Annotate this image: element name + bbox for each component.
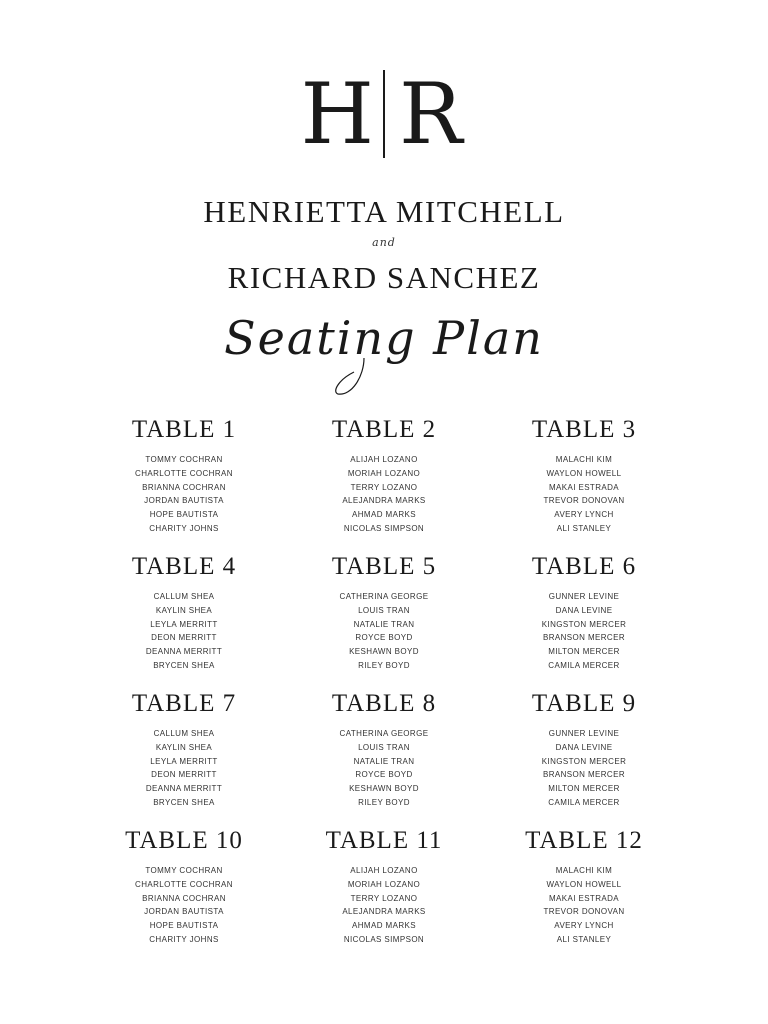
guest-name: LEYLA MERRITT: [150, 756, 218, 766]
guest-name: NATALIE TRAN: [353, 756, 415, 766]
guest-list: [84, 453, 284, 536]
table-5-block: [284, 553, 484, 690]
guest-name: CATHERINA GEORGE: [339, 592, 429, 601]
table-10-block: [84, 827, 284, 964]
guest-name: WAYLON HOWELL: [546, 468, 622, 478]
guest-list: [284, 864, 484, 947]
guest-name: ALIJAH LOZANO: [350, 866, 418, 875]
guest-name: MAKAI ESTRADA: [548, 893, 620, 903]
couple-name-1: HENRIETTA MITCHELL: [203, 194, 565, 229]
guest-name: GUNNER LEVINE: [548, 729, 620, 738]
guest-name: AVERY LYNCH: [554, 510, 614, 520]
monogram-divider: [383, 70, 385, 158]
guest-name: DEANNA MERRITT: [145, 784, 223, 794]
guest-name: BRYCEN SHEA: [153, 660, 215, 670]
guest-name: TREVOR DONOVAN: [543, 496, 625, 506]
table-4-block: [84, 553, 284, 690]
guest-list: [484, 864, 684, 947]
guest-name: MALACHI KIM: [555, 455, 613, 464]
table-heading: TABLE 3: [531, 416, 637, 443]
guest-name: CHARITY JOHNS: [149, 934, 219, 944]
guest-name: TERRY LOZANO: [350, 893, 418, 903]
table-heading: TABLE 11: [325, 827, 443, 854]
guest-list: [484, 727, 684, 810]
guest-name: CALLUM SHEA: [153, 729, 215, 738]
monogram-right-initial: R: [399, 65, 463, 163]
guest-name: RILEY BOYD: [358, 660, 410, 670]
guest-name: BRANSON MERCER: [542, 633, 626, 643]
table-heading: TABLE 10: [125, 827, 243, 854]
guest-name: DEANNA MERRITT: [145, 647, 223, 657]
guest-name: BRIANNA COCHRAN: [142, 482, 226, 492]
monogram: [0, 65, 768, 163]
guest-list: [284, 453, 484, 536]
guest-list: [284, 727, 484, 810]
table-heading: TABLE 7: [131, 690, 237, 717]
guest-name: ROYCE BOYD: [355, 633, 413, 643]
table-heading: TABLE 12: [525, 827, 643, 854]
guest-name: WAYLON HOWELL: [546, 879, 622, 889]
guest-list: [84, 590, 284, 673]
table-3-block: [484, 416, 684, 553]
table-heading: TABLE 6: [531, 553, 637, 580]
guest-name: ALI STANLEY: [556, 523, 612, 533]
guest-name: CHARITY JOHNS: [149, 523, 219, 533]
guest-name: ALIJAH LOZANO: [350, 455, 418, 464]
guest-name: BRANSON MERCER: [542, 770, 626, 780]
table-12-block: [484, 827, 684, 964]
guest-name: BRYCEN SHEA: [153, 797, 215, 807]
guest-name: TOMMY COCHRAN: [145, 866, 223, 875]
guest-name: GUNNER LEVINE: [548, 592, 620, 601]
guest-list: [484, 590, 684, 673]
guest-name: NATALIE TRAN: [353, 619, 415, 629]
guest-name: ALEJANDRA MARKS: [342, 907, 426, 917]
guest-name: DEON MERRITT: [151, 770, 217, 780]
table-2-block: [284, 416, 484, 553]
guest-name: CAMILA MERCER: [548, 660, 620, 670]
guest-name: HOPE BAUTISTA: [149, 921, 219, 931]
table-heading: TABLE 4: [131, 553, 237, 580]
guest-name: CHARLOTTE COCHRAN: [135, 879, 233, 889]
guest-list: [84, 864, 284, 947]
guest-name: KAYLIN SHEA: [155, 742, 213, 752]
guest-name: AVERY LYNCH: [554, 921, 614, 931]
guest-name: TERRY LOZANO: [350, 482, 418, 492]
table-9-block: [484, 690, 684, 827]
table-7-block: [84, 690, 284, 827]
table-heading: TABLE 2: [331, 416, 437, 443]
guest-name: MORIAH LOZANO: [347, 879, 421, 889]
guest-name: LOUIS TRAN: [358, 742, 410, 752]
guest-name: KINGSTON MERCER: [541, 756, 627, 766]
guest-name: HOPE BAUTISTA: [149, 510, 219, 520]
guest-name: LEYLA MERRITT: [150, 619, 218, 629]
couple-name-2: RICHARD SANCHEZ: [227, 260, 541, 295]
guest-name: NICOLAS SIMPSON: [343, 934, 425, 944]
table-heading: TABLE 9: [531, 690, 637, 717]
table-heading: TABLE 5: [331, 553, 437, 580]
seating-plan-script-title: [214, 296, 554, 402]
guest-name: CHARLOTTE COCHRAN: [135, 468, 233, 478]
table-1-block: [84, 416, 284, 553]
guest-name: KAYLIN SHEA: [155, 605, 213, 615]
guest-name: TREVOR DONOVAN: [543, 907, 625, 917]
guest-name: ROYCE BOYD: [355, 770, 413, 780]
guest-name: AHMAD MARKS: [352, 510, 416, 520]
guest-name: JORDAN BAUTISTA: [144, 496, 224, 506]
guest-name: DANA LEVINE: [555, 605, 613, 615]
guest-name: CAMILA MERCER: [548, 797, 620, 807]
guest-name: MILTON MERCER: [548, 647, 620, 657]
table-heading: TABLE 8: [331, 690, 437, 717]
guest-list: [484, 453, 684, 536]
guest-name: MORIAH LOZANO: [347, 468, 421, 478]
couple-conjunction: and: [372, 236, 396, 249]
seating-plan-title-text: Seating Plan: [224, 311, 544, 365]
guest-name: NICOLAS SIMPSON: [343, 523, 425, 533]
guest-name: ALEJANDRA MARKS: [342, 496, 426, 506]
guest-list: [84, 727, 284, 810]
guest-name: MALACHI KIM: [555, 866, 613, 875]
tables-grid: [84, 416, 684, 964]
guest-name: CATHERINA GEORGE: [339, 729, 429, 738]
guest-name: TOMMY COCHRAN: [145, 455, 223, 464]
guest-name: BRIANNA COCHRAN: [142, 893, 226, 903]
guest-name: RILEY BOYD: [358, 797, 410, 807]
table-heading: TABLE 1: [131, 416, 237, 443]
guest-name: ALI STANLEY: [556, 934, 612, 944]
guest-name: KESHAWN BOYD: [349, 647, 419, 657]
guest-name: KESHAWN BOYD: [349, 784, 419, 794]
monogram-left-initial: H: [300, 65, 374, 163]
guest-name: DANA LEVINE: [555, 742, 613, 752]
table-8-block: [284, 690, 484, 827]
guest-name: KINGSTON MERCER: [541, 619, 627, 629]
guest-name: MILTON MERCER: [548, 784, 620, 794]
guest-list: [284, 590, 484, 673]
guest-name: LOUIS TRAN: [358, 605, 410, 615]
guest-name: MAKAI ESTRADA: [548, 482, 620, 492]
guest-name: CALLUM SHEA: [153, 592, 215, 601]
guest-name: AHMAD MARKS: [352, 921, 416, 931]
table-6-block: [484, 553, 684, 690]
guest-name: DEON MERRITT: [151, 633, 217, 643]
guest-name: JORDAN BAUTISTA: [144, 907, 224, 917]
table-11-block: [284, 827, 484, 964]
